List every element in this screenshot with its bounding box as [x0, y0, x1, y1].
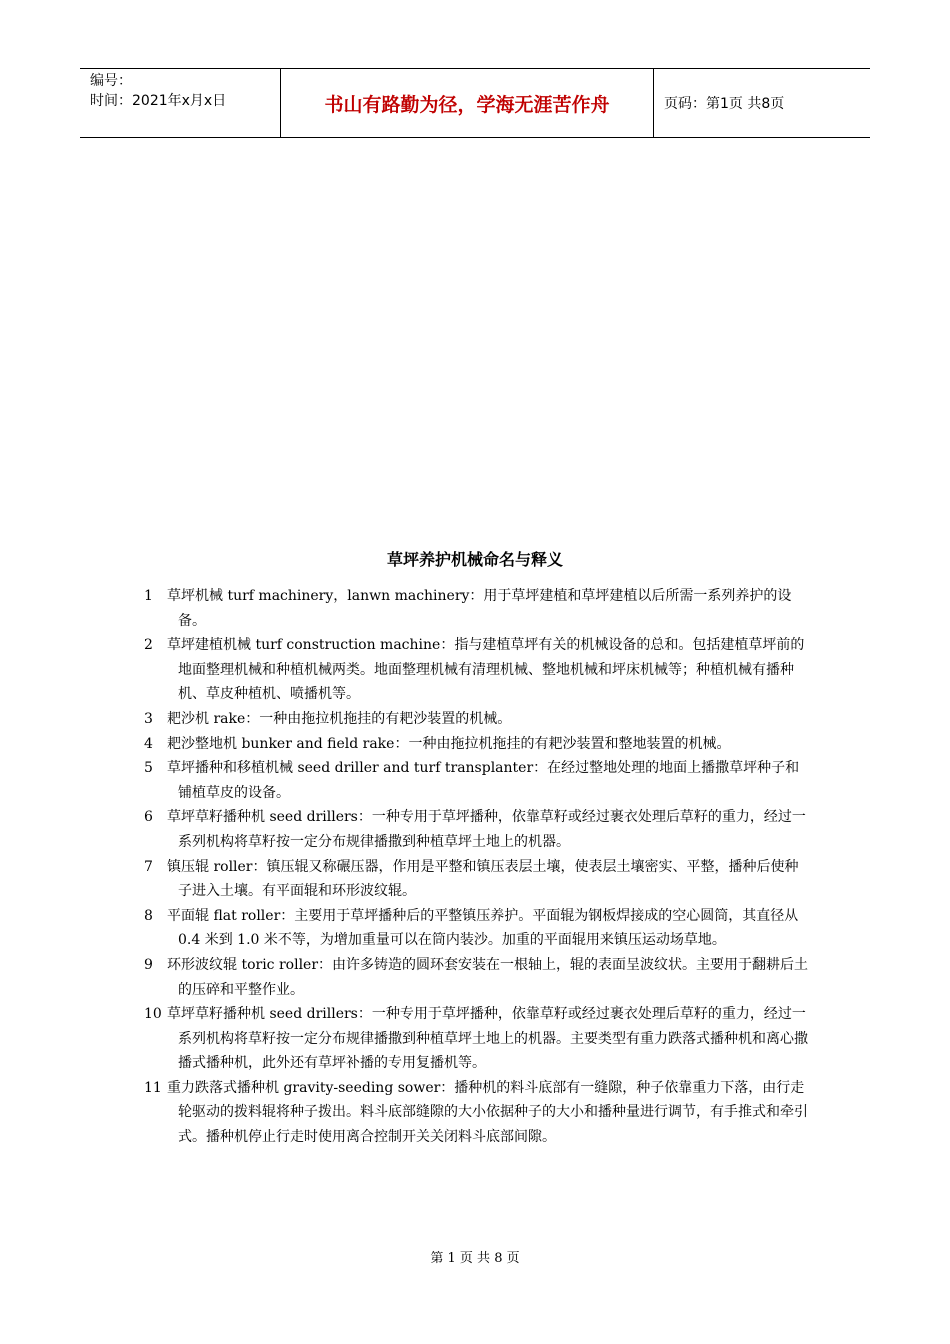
list-item — [144, 756, 809, 805]
motto-cell — [281, 69, 654, 137]
entry-text: 耙沙整地机 bunker and field rake：一种由拖拉机拖挂的有耙沙装置和整地装置的机械。 — [167, 735, 731, 752]
header-table — [80, 68, 870, 138]
entry-number: 11 — [144, 1079, 162, 1096]
entry-number: 10 — [144, 1006, 162, 1023]
entry-text: 平面辊 flat roller：主要用于草坪播种后的平整镇压养护。平面辊为钢板焊接成的空心圆筒，其直径从 0.4 米到 1.0 米不等，为增加重量可以在筒内装沙。加重的平面辊用来镇压运动场草地。 — [167, 907, 799, 949]
entry-text: 草坪草籽播种机 seed drillers：一种专用于草坪播种，依靠草籽或经过裹衣处理后草籽的重力，经过一系列机构将草籽按一定分布规律播撒到种植草坪土地上的机器。主要类型有重力跌落式播种机和离心撒播式播种机，此外还有草坪补播的专用复播机等。 — [167, 1006, 808, 1072]
entry-number: 9 — [144, 956, 153, 973]
list-item — [144, 953, 809, 1002]
list-item — [144, 584, 809, 633]
list-item — [144, 904, 809, 953]
entry-number: 5 — [144, 760, 153, 777]
entry-number: 2 — [144, 637, 153, 654]
list-item — [144, 855, 809, 904]
entry-text: 草坪草籽播种机 seed drillers：一种专用于草坪播种，依靠草籽或经过裹衣处理后草籽的重力，经过一系列机构将草籽按一定分布规律播撒到种植草坪土地上的机器。 — [167, 809, 806, 850]
page-footer: 第 1 页 共 8 页 — [430, 1251, 520, 1266]
entry-text: 耙沙机 rake：一种由拖拉机拖挂的有耙沙装置的机械。 — [167, 710, 512, 727]
entry-text: 草坪机械 turf machinery，lanwn machinery：用于草坪建植和草坪建植以后所需一系列养护的设备。 — [167, 588, 792, 629]
entry-number: 1 — [144, 588, 153, 604]
entry-number: 3 — [144, 710, 153, 727]
list-item — [144, 1002, 809, 1076]
page-code-cell — [654, 69, 870, 137]
number-label: 编号： — [90, 73, 132, 89]
entry-number: 8 — [144, 907, 153, 924]
entry-text: 环形波纹辊 toric roller：由许多铸造的圆环套安装在一根轴上，辊的表面呈波纹状。主要用于翻耕后土的压碎和平整作业。 — [167, 956, 809, 998]
list-item — [144, 805, 809, 854]
entry-number: 7 — [144, 858, 153, 875]
page-code: 页码：第1页 共8页 — [664, 96, 785, 112]
list-item — [144, 732, 809, 757]
document-title: 草坪养护机械命名与释义 — [386, 550, 563, 569]
entry-list — [144, 584, 809, 1150]
date-label: 时间：2021年x月x日 — [90, 93, 227, 109]
list-item — [144, 1076, 809, 1150]
entry-text: 草坪播种和移植机械 seed driller and turf transplanter：在经过整地处理的地面上播撒草坪种子和铺植草皮的设备。 — [167, 760, 800, 801]
list-item — [144, 633, 809, 707]
entry-text: 草坪建植机械 turf construction machine：指与建植草坪有关的机械设备的总和。包括建植草坪前的地面整理机械和种植机械两类。地面整理机械有清理机械、整地机械和坪床机械等；种植机械有播种机、草皮种植机、喷播机等。 — [167, 637, 805, 703]
entry-number: 6 — [144, 809, 153, 826]
list-item — [144, 707, 809, 732]
entry-number: 4 — [144, 735, 153, 752]
entry-text: 重力跌落式播种机 gravity-seeding sower：播种机的料斗底部有一缝隙，种子依靠重力下落，由行走轮驱动的拨料辊将种子拨出。料斗底部缝隙的大小依据种子的大小和播种量进行调节，有手推式和牵引式。播种机停止行走时使用离合控制开关关闭料斗底部间隙。 — [167, 1079, 808, 1146]
motto-text: 书山有路勤为径，学海无涯苦作舟 — [324, 93, 610, 116]
entry-text: 镇压辊 roller：镇压辊又称碾压器，作用是平整和镇压表层土壤，使表层土壤密实、平整，播种后使种子进入土壤。有平面辊和环形波纹辊。 — [167, 858, 799, 900]
header-info-cell — [80, 69, 281, 137]
